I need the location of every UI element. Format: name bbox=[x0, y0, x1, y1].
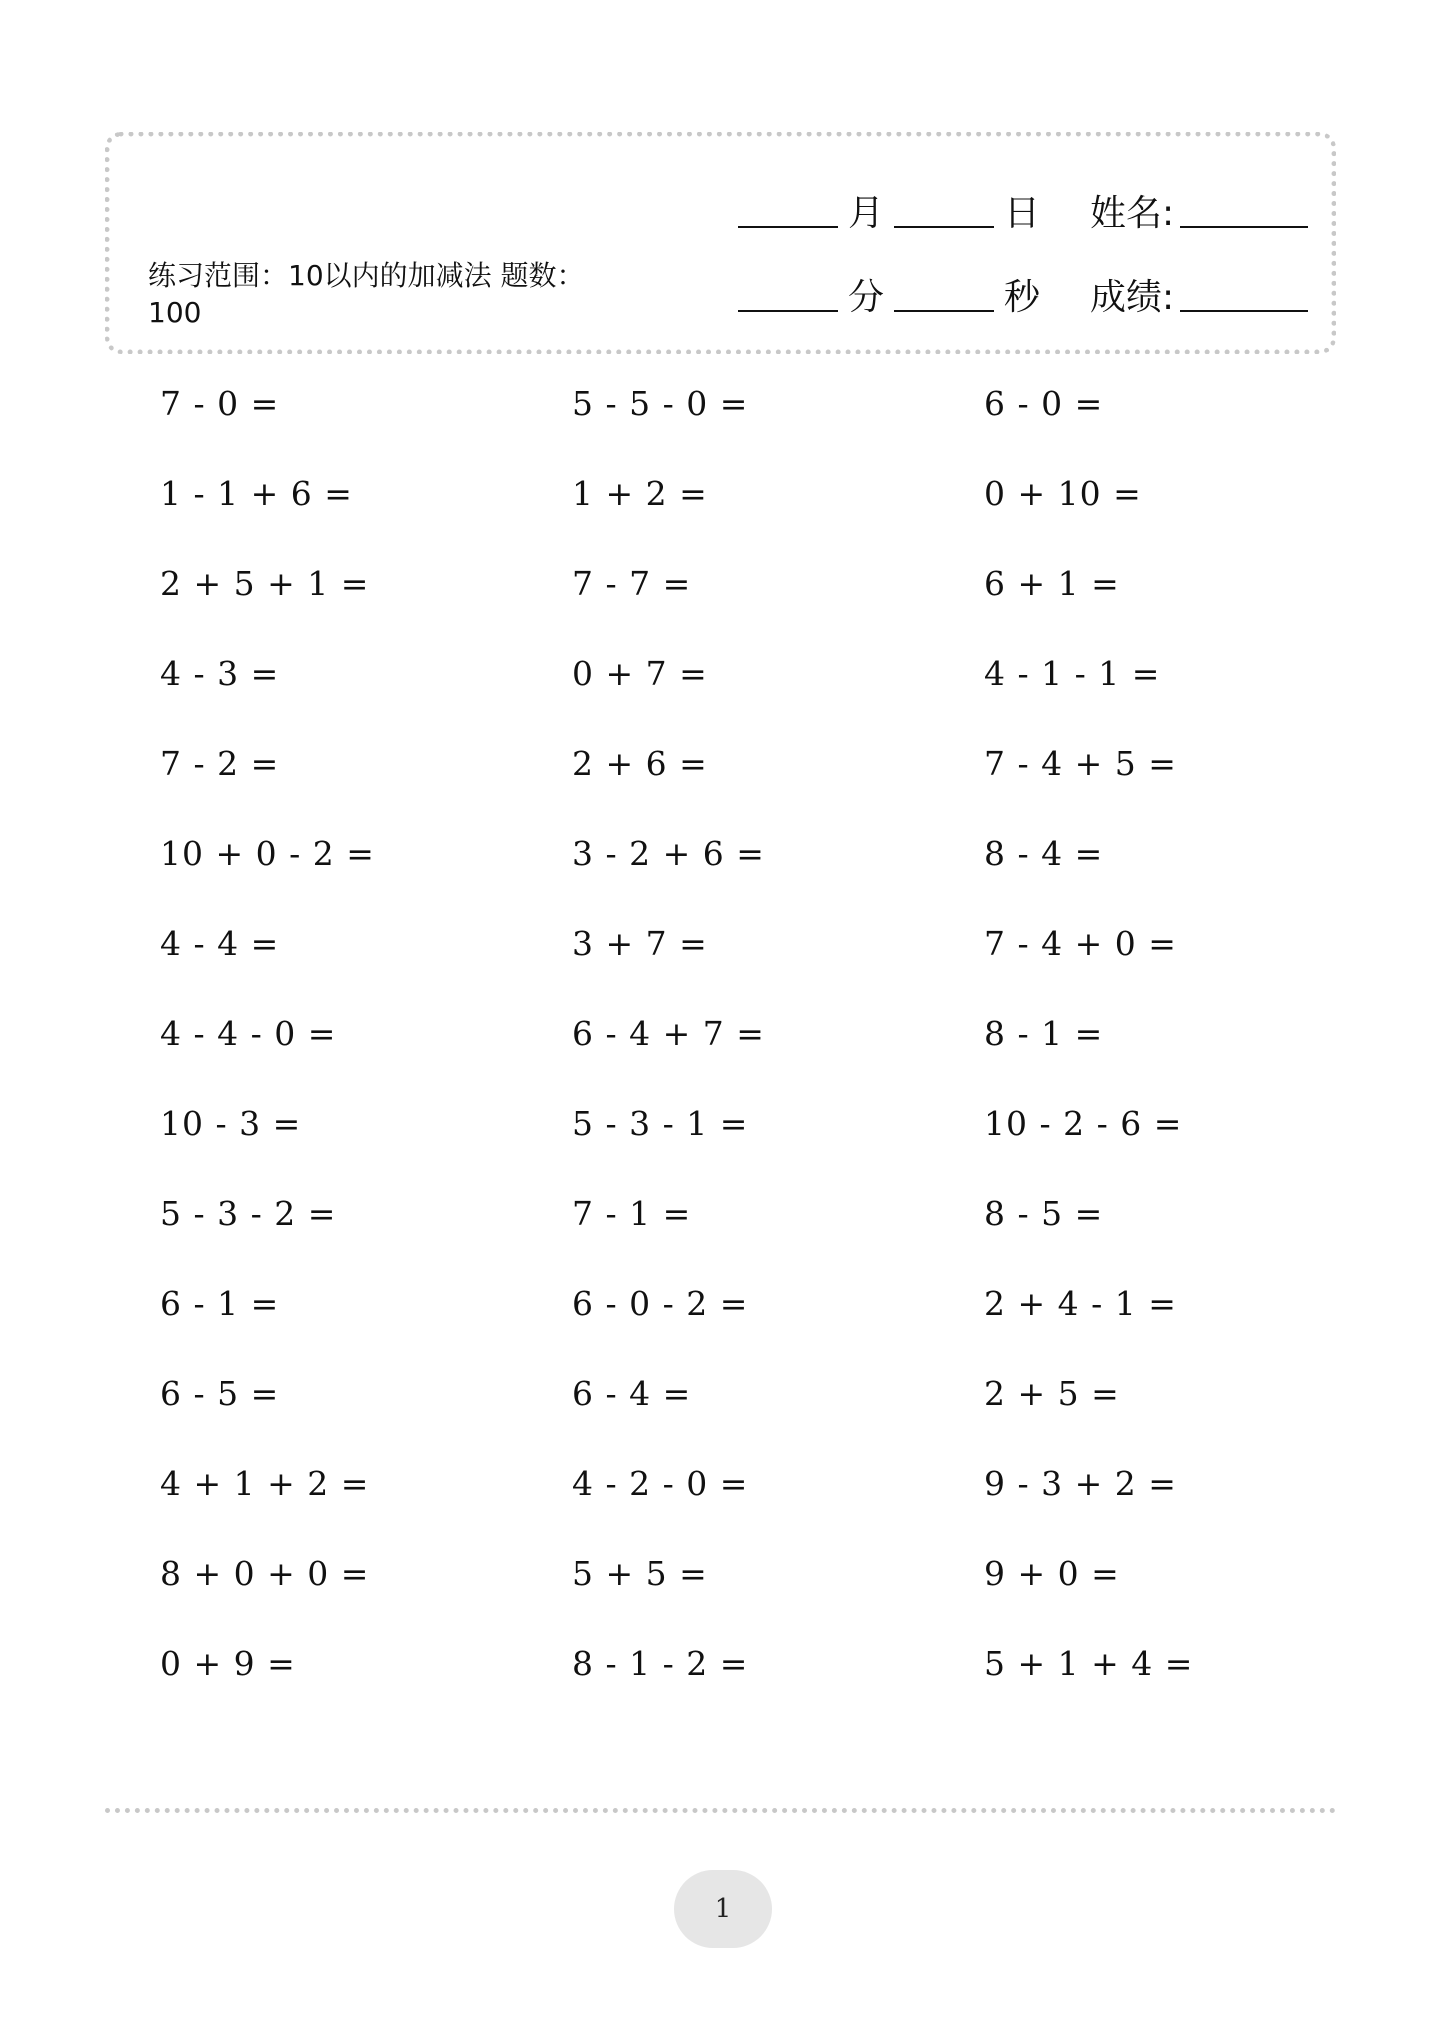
date-name-row bbox=[738, 185, 1308, 236]
math-problem: 10 - 2 - 6 = bbox=[984, 1104, 1183, 1143]
math-problem: 0 + 7 = bbox=[572, 654, 708, 693]
math-problem: 8 - 5 = bbox=[984, 1194, 1104, 1233]
name-label: 姓名: bbox=[1090, 193, 1175, 234]
day-label: 日 bbox=[1004, 193, 1041, 234]
page-number: 1 bbox=[714, 1894, 732, 1924]
problem-row bbox=[160, 730, 1340, 820]
second-blank[interactable] bbox=[894, 310, 994, 312]
problem-row bbox=[160, 640, 1340, 730]
math-problem: 4 - 2 - 0 = bbox=[572, 1464, 749, 1503]
problem-row bbox=[160, 910, 1340, 1000]
math-problem: 8 + 0 + 0 = bbox=[160, 1554, 370, 1593]
math-problem: 4 - 4 - 0 = bbox=[160, 1014, 337, 1053]
math-problem: 7 - 2 = bbox=[160, 744, 280, 783]
practice-range-text: 练习范围：10以内的加减法 题数：100 bbox=[148, 259, 585, 329]
math-problem: 4 - 4 = bbox=[160, 924, 280, 963]
math-problem: 7 - 0 = bbox=[160, 384, 280, 423]
problem-grid bbox=[160, 370, 1340, 1720]
footer-divider bbox=[105, 1808, 1336, 1813]
math-problem: 3 + 7 = bbox=[572, 924, 708, 963]
math-problem: 10 + 0 - 2 = bbox=[160, 834, 375, 873]
page-number-badge bbox=[674, 1870, 772, 1948]
math-problem: 8 - 4 = bbox=[984, 834, 1104, 873]
math-problem: 6 - 4 + 7 = bbox=[572, 1014, 765, 1053]
math-problem: 4 + 1 + 2 = bbox=[160, 1464, 370, 1503]
math-problem: 8 - 1 = bbox=[984, 1014, 1104, 1053]
math-problem: 4 - 1 - 1 = bbox=[984, 654, 1161, 693]
math-problem: 6 - 1 = bbox=[160, 1284, 280, 1323]
worksheet-header bbox=[105, 132, 1336, 354]
problem-row bbox=[160, 1450, 1340, 1540]
math-problem: 0 + 9 = bbox=[160, 1644, 296, 1683]
math-problem: 2 + 4 - 1 = bbox=[984, 1284, 1177, 1323]
problem-row bbox=[160, 1000, 1340, 1090]
problem-row bbox=[160, 1540, 1340, 1630]
math-problem: 5 - 3 - 1 = bbox=[572, 1104, 749, 1143]
problem-row bbox=[160, 1630, 1340, 1720]
math-problem: 8 - 1 - 2 = bbox=[572, 1644, 749, 1683]
math-problem: 3 - 2 + 6 = bbox=[572, 834, 765, 873]
problem-row bbox=[160, 460, 1340, 550]
math-problem: 5 + 1 + 4 = bbox=[984, 1644, 1194, 1683]
score-label: 成绩: bbox=[1090, 277, 1175, 318]
math-problem: 7 - 7 = bbox=[572, 564, 692, 603]
name-blank[interactable] bbox=[1180, 226, 1308, 228]
math-problem: 6 - 0 - 2 = bbox=[572, 1284, 749, 1323]
minute-blank[interactable] bbox=[738, 310, 838, 312]
day-blank[interactable] bbox=[894, 226, 994, 228]
math-problem: 6 - 5 = bbox=[160, 1374, 280, 1413]
problem-row bbox=[160, 550, 1340, 640]
math-problem: 6 - 4 = bbox=[572, 1374, 692, 1413]
problem-row bbox=[160, 1180, 1340, 1270]
math-problem: 7 - 1 = bbox=[572, 1194, 692, 1233]
problem-row bbox=[160, 370, 1340, 460]
math-problem: 1 - 1 + 6 = bbox=[160, 474, 353, 513]
month-label: 月 bbox=[848, 193, 885, 234]
math-problem: 9 - 3 + 2 = bbox=[984, 1464, 1177, 1503]
math-problem: 0 + 10 = bbox=[984, 474, 1142, 513]
math-problem: 4 - 3 = bbox=[160, 654, 280, 693]
math-problem: 6 - 0 = bbox=[984, 384, 1104, 423]
problem-row bbox=[160, 1270, 1340, 1360]
math-problem: 5 + 5 = bbox=[572, 1554, 708, 1593]
problem-row bbox=[160, 1360, 1340, 1450]
month-blank[interactable] bbox=[738, 226, 838, 228]
math-problem: 6 + 1 = bbox=[984, 564, 1120, 603]
math-problem: 9 + 0 = bbox=[984, 1554, 1120, 1593]
math-problem: 5 - 3 - 2 = bbox=[160, 1194, 337, 1233]
problem-row bbox=[160, 1090, 1340, 1180]
problem-row bbox=[160, 820, 1340, 910]
math-problem: 1 + 2 = bbox=[572, 474, 708, 513]
math-problem: 2 + 6 = bbox=[572, 744, 708, 783]
math-problem: 5 - 5 - 0 = bbox=[572, 384, 749, 423]
time-score-row bbox=[738, 269, 1308, 320]
minute-label: 分 bbox=[848, 277, 885, 318]
math-problem: 7 - 4 + 5 = bbox=[984, 744, 1177, 783]
math-problem: 7 - 4 + 0 = bbox=[984, 924, 1177, 963]
math-problem: 2 + 5 = bbox=[984, 1374, 1120, 1413]
second-label: 秒 bbox=[1004, 277, 1041, 318]
score-blank[interactable] bbox=[1180, 310, 1308, 312]
math-problem: 2 + 5 + 1 = bbox=[160, 564, 370, 603]
math-problem: 10 - 3 = bbox=[160, 1104, 302, 1143]
